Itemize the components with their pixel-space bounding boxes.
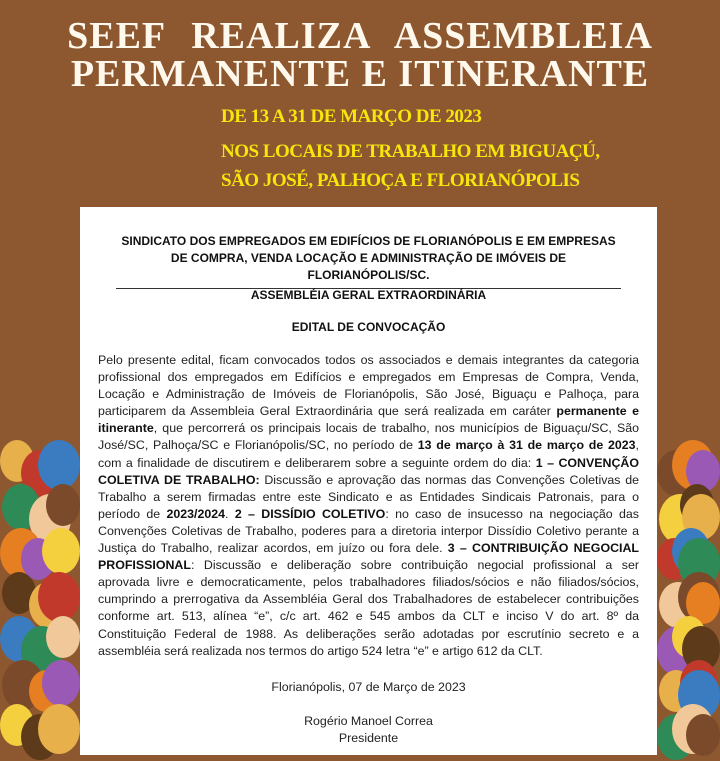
- subtitle-locations-1: NOS LOCAIS DE TRABALHO EM BIGUAÇÚ,: [221, 141, 600, 162]
- body-text: .: [225, 506, 235, 521]
- agenda-item-1: 1 – CONVENÇÃO COLETIVA DE TRABALHO:: [98, 455, 639, 487]
- edital-heading: EDITAL DE CONVOCAÇÃO: [291, 320, 446, 334]
- person-figure: [38, 704, 80, 754]
- agenda-item-3: 3 – CONTRIBUIÇÃO NEGOCIAL PROFISSIONAL: [98, 541, 639, 573]
- person-figure: [38, 440, 80, 490]
- subtitle-dates: DE 13 A 31 DE MARÇO DE 2023: [221, 106, 482, 127]
- person-figure: [42, 660, 80, 706]
- body-text: Pelo presente edital, ficam convocados todos os associados e demais integrantes da categoria profissional dos empregados em Edifícios e empregados em Empresas de Compra, Venda, Locação e Administração de Imóveis de Florianópolis, São José, Biguaçu e Palhoça, para participarem da Assembleia Geral Extraordinária que será realizada em caráter: [98, 353, 639, 419]
- person-figure: [42, 528, 80, 574]
- person-figure: [38, 572, 80, 622]
- body-bold: permanente e itinerante: [98, 404, 639, 436]
- headline-line-2: PERMANENTE E ITINERANTE: [70, 53, 650, 95]
- place-date: Florianópolis, 07 de Março de 2023: [271, 680, 466, 694]
- headline-line-1: SEEF REALIZA ASSEMBLEIA: [67, 15, 653, 57]
- person-figure: [46, 484, 80, 526]
- crowd-illustration-right: [657, 440, 720, 761]
- body-bold: 2023/2024: [166, 506, 226, 521]
- signer-name: Rogério Manoel Correa: [304, 714, 433, 728]
- notice-body: [98, 352, 639, 660]
- organization-name: SINDICATO DOS EMPREGADOS EM EDIFÍCIOS DE FLORIANÓPOLIS E EM EMPRESAS DE COMPRA, VENDA LOCAÇÃO E ADMINISTRAÇÃO DE IMÓVEIS DE FLORIANÓPOLIS/SC.: [116, 233, 621, 289]
- assembly-heading: ASSEMBLÉIA GERAL EXTRAORDINÁRIA: [250, 288, 487, 302]
- body-bold: 13 de março à 31 de março de 2023: [417, 438, 636, 453]
- body-text: , com a finalidade de discutirem e deliberarem sobre a seguinte ordem do dia:: [98, 438, 639, 470]
- person-figure: [686, 714, 720, 756]
- body-text: : Discussão e deliberação sobre contribuição negocial profissional a ser aprovada livre e democraticamente, pelos trabalhadores filiados/sócios e não filiados/sócios, cumprindo a prerrogativa da Assembléia Geral dos Trabalhadores de estabelecer contribuições conforme art. 513, alínea “e”, c/c art. 462 e 545 ambos da CLT e inciso V do art. 8º da Constituição Federal de 1988. As deliberações serão adotadas por escrutínio secreto e a assembléia será realizada nos termos do artigo 524 letra “e” e artigo 612 da CLT.: [98, 558, 639, 658]
- agenda-item-2: 2 – DISSÍDIO COLETIVO: [234, 506, 386, 521]
- body-text: , que percorrerá os principais locais de trabalho, nos municípios de Biguaçu/SC, São José/SC, Palhoça/SC e Florianópolis/SC, no período de: [98, 421, 639, 453]
- crowd-illustration-left: [0, 440, 80, 761]
- person-figure: [46, 616, 80, 658]
- convocation-notice: [80, 207, 657, 755]
- subtitle-locations-2: SÃO JOSÉ, PALHOÇA E FLORIANÓPOLIS: [221, 170, 580, 191]
- body-text: Discussão e aprovação das normas das Convenções Coletivas de Trabalho a serem firmadas entre este Sindicato e as Entidades Sindicais Patronais, para o período de: [98, 472, 639, 521]
- body-text: : no caso de insucesso na negociação das Convenções Coletivas de Trabalho, poderes para a diretoria interpor Dissídio Coletivo perante a Justiça do Trabalho, realizar acordos, em juízo ou fora dele.: [98, 506, 639, 556]
- signer-title: Presidente: [338, 731, 399, 745]
